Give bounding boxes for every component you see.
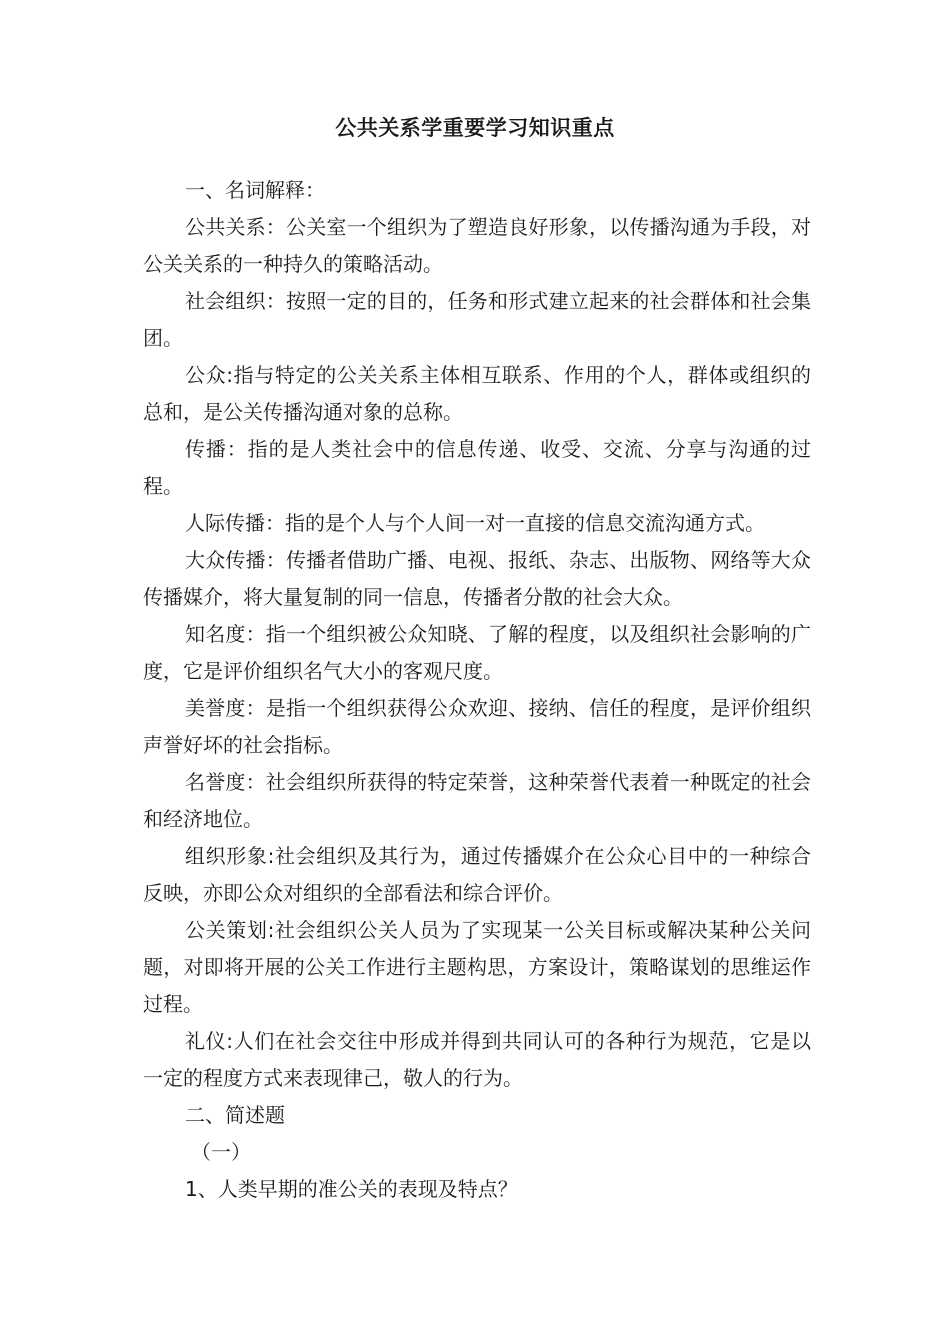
definition-paragraph: 公共关系：公关室一个组织为了塑造良好形象，以传播沟通为手段，对公关关系的一种持久的策略活动。: [143, 215, 811, 276]
definition-paragraph: 公众:指与特定的公关关系主体相互联系、作用的个人，群体或组织的总和，是公关传播沟通对象的总称。: [143, 363, 811, 424]
section-heading: 二、简述题: [185, 1103, 285, 1127]
definition-paragraph: 知名度：指一个组织被公众知晓、了解的程度，以及组织社会影响的广度，它是评价组织名气大小的客观尺度。: [143, 622, 811, 683]
definition-paragraph: 礼仪:人们在社会交往中形成并得到共同认可的各种行为规范，它是以一定的程度方式来表现律己，敬人的行为。: [143, 1029, 811, 1090]
definition-paragraph: 社会组织：按照一定的目的，任务和形式建立起来的社会群体和社会集团。: [143, 289, 811, 350]
question-item: 1、人类早期的准公关的表现及特点？: [185, 1177, 518, 1201]
definition-paragraph: 传播：指的是人类社会中的信息传递、收受、交流、分享与沟通的过程。: [143, 437, 811, 498]
definition-paragraph: 公关策划:社会组织公关人员为了实现某一公关目标或解决某种公关问题，对即将开展的公关工作进行主题构思，方案设计，策略谋划的思维运作过程。: [143, 918, 811, 1016]
definition-paragraph: 大众传播：传播者借助广播、电视、报纸、杂志、出版物、网络等大众传播媒介，将大量复制的同一信息，传播者分散的社会大众。: [143, 548, 811, 609]
document-body: [143, 172, 811, 1208]
definition-paragraph: 人际传播：指的是个人与个人间一对一直接的信息交流沟通方式。: [185, 511, 765, 535]
definition-paragraph: 组织形象:社会组织及其行为，通过传播媒介在公众心目中的一种综合反映，亦即公众对组织的全部看法和综合评价。: [143, 844, 811, 905]
section-heading: 一、名词解释：: [185, 178, 325, 202]
subsection-marker: （一）: [191, 1140, 251, 1164]
definition-paragraph: 名誉度：社会组织所获得的特定荣誉，这种荣誉代表着一种既定的社会和经济地位。: [143, 770, 811, 831]
document-title: 公共关系学重要学习知识重点: [335, 116, 615, 140]
definition-paragraph: 美誉度：是指一个组织获得公众欢迎、接纳、信任的程度，是评价组织声誉好坏的社会指标。: [143, 696, 811, 757]
